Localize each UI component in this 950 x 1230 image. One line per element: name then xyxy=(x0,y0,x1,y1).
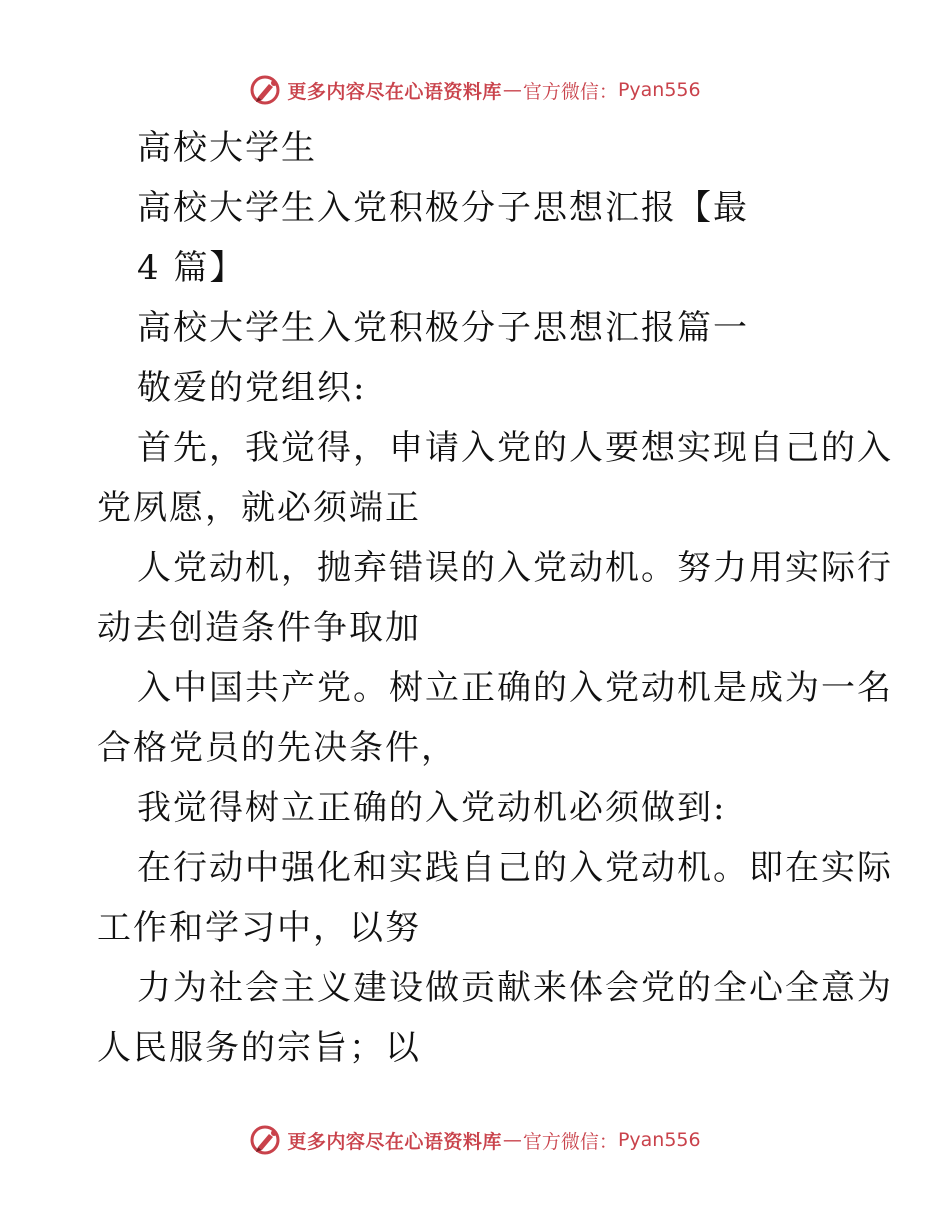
text-line: 合格党员的先决条件， xyxy=(97,728,457,768)
watermark-wechat-id: Pyan556 xyxy=(617,79,701,101)
text-line: 人党动机，抛弃错误的入党动机。努力用实际行 xyxy=(137,548,893,588)
text-line: 高校大学生入党积极分子思想汇报【最 xyxy=(137,188,749,228)
watermark-dash: — xyxy=(502,1129,522,1151)
text-line: 人民服务的宗旨；以 xyxy=(97,1028,421,1068)
watermark-wechat-label: 官方微信： xyxy=(522,1130,618,1153)
text-line: 高校大学生 xyxy=(137,128,317,168)
text-line: 首先，我觉得，申请入党的人要想实现自己的入 xyxy=(137,428,893,468)
text-line: 高校大学生入党积极分子思想汇报篇一 xyxy=(137,308,749,348)
text-line: 党夙愿，就必须端正 xyxy=(97,488,421,528)
text-line: 敬爱的党组织: xyxy=(137,368,367,408)
text-line: 入中国共产党。树立正确的入党动机是成为一名 xyxy=(137,668,893,708)
text-line: 4 篇】 xyxy=(137,248,246,288)
watermark-dash: — xyxy=(502,79,522,101)
text-line: 在行动中强化和实践自己的入党动机。即在实际 xyxy=(137,848,893,888)
text-line: 动去创造条件争取加 xyxy=(97,608,421,648)
document-body xyxy=(97,118,893,1078)
text-line: 工作和学习中，以努 xyxy=(97,908,421,948)
watermark-text: 更多内容尽在心语资料库 xyxy=(287,80,502,103)
text-line: 力为社会主义建设做贡献来体会党的全心全意为 xyxy=(137,968,893,1008)
pen-logo-icon xyxy=(249,74,281,106)
watermark-wechat-id: Pyan556 xyxy=(617,1129,701,1151)
pen-logo-icon xyxy=(249,1124,281,1156)
header-watermark xyxy=(0,72,950,108)
watermark-text: 更多内容尽在心语资料库 xyxy=(287,1130,502,1153)
text-line: 我觉得树立正确的入党动机必须做到: xyxy=(137,788,727,828)
footer-watermark xyxy=(0,1122,950,1158)
watermark-wechat-label: 官方微信： xyxy=(522,80,618,103)
